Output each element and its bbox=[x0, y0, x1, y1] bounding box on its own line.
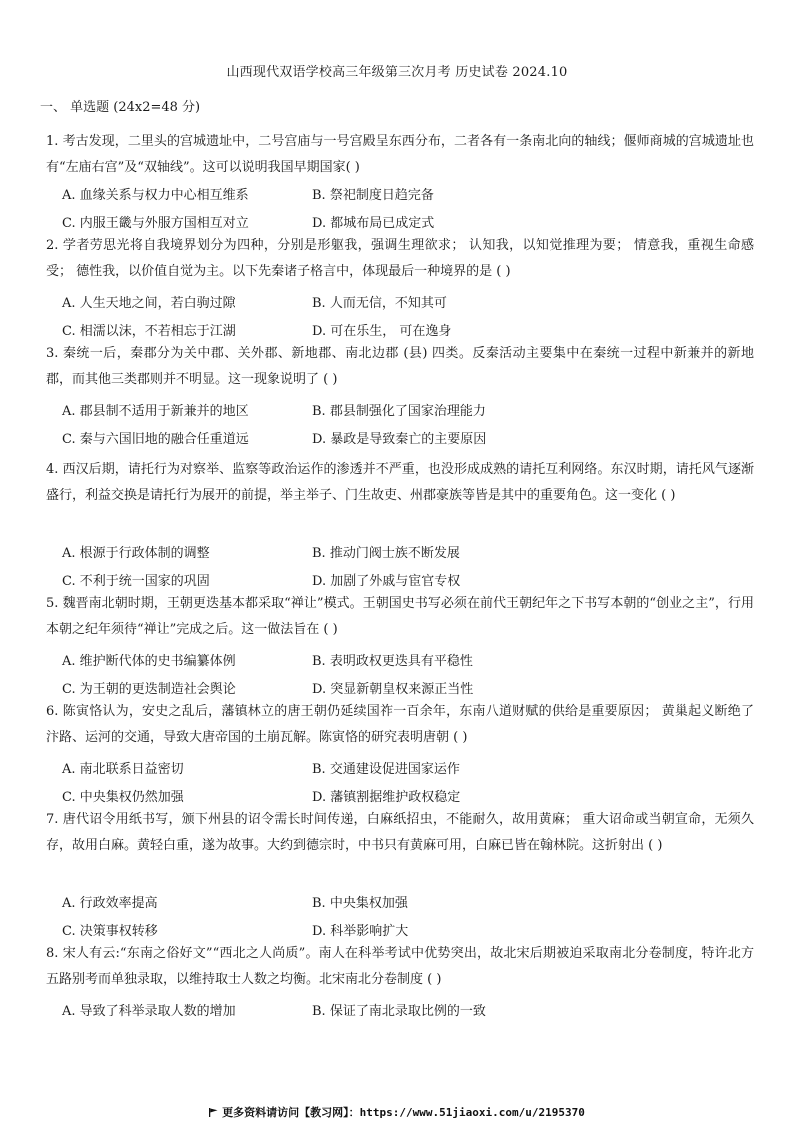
question-2-option-b[interactable]: B. 人而无信，不知其可 bbox=[312, 296, 447, 311]
question-7-option-d[interactable]: D. 科举影响扩大 bbox=[312, 924, 409, 939]
question-3-option-c[interactable]: C. 秦与六国旧地的融合任重道远 bbox=[62, 432, 249, 447]
question-7-option-b[interactable]: B. 中央集权加强 bbox=[312, 896, 408, 911]
footer-link-text[interactable]: 更多资料请访问【教习网】：https://www.51jiaoxi.com/u/2195370 bbox=[222, 1106, 585, 1119]
question-7-option-c[interactable]: C. 决策事权转移 bbox=[62, 924, 158, 939]
question-6-option-d[interactable]: D. 藩镇割据维护政权稳定 bbox=[312, 790, 461, 805]
question-5-option-a[interactable]: A. 维护断代体的史书编纂体例 bbox=[62, 654, 236, 669]
question-3-option-a[interactable]: A. 郡县制不适用于新兼并的地区 bbox=[62, 404, 249, 419]
question-3-option-b[interactable]: B. 郡县制强化了国家治理能力 bbox=[312, 404, 486, 419]
question-2-option-c[interactable]: C. 相濡以沫，不若相忘于江湖 bbox=[62, 324, 236, 339]
question-1-stem: 1. 考古发现，二里头的宫城遗址中，二号宫庙与一号宫殿呈东西分布，二者各有一条南北向的轴线；偃师商城的宫城遗址也有“左庙右宫”及“双轴线”。这可以说明我国早期国家( ) bbox=[46, 134, 754, 175]
question-1-option-a[interactable]: A. 血缘关系与权力中心相互维系 bbox=[62, 188, 249, 203]
question-4-option-d[interactable]: D. 加剧了外戚与宦官专权 bbox=[312, 574, 461, 589]
question-4-stem: 4. 西汉后期，请托行为对察举、监察等政治运作的渗透并不严重，也没形成成熟的请托互利网络。东汉时期，请托风气逐渐盛行，利益交换是请托行为展开的前提，举主举子、门生故吏、州郡豪族等皆是其中的重要角色。这一变化 ( ) bbox=[46, 462, 754, 503]
question-4-option-b[interactable]: B. 推动门阀士族不断发展 bbox=[312, 546, 460, 561]
question-7-option-a[interactable]: A. 行政效率提高 bbox=[62, 896, 158, 911]
question-5-option-d[interactable]: D. 突显新朝皇权来源正当性 bbox=[312, 682, 474, 697]
question-5-option-c[interactable]: C. 为王朝的更迭制造社会舆论 bbox=[62, 682, 236, 697]
question-6-option-b[interactable]: B. 交通建设促进国家运作 bbox=[312, 762, 460, 777]
section-heading: 一、 单选题 (24x2=48 分) bbox=[40, 100, 201, 115]
question-8-option-a[interactable]: A. 导致了科举录取人数的增加 bbox=[62, 1004, 236, 1019]
question-6-option-c[interactable]: C. 中央集权仍然加强 bbox=[62, 790, 184, 805]
question-8-stem: 8. 宋人有云:“东南之俗好文”“西北之人尚质”。南人在科举考试中优势突出，故北宋后期被迫采取南北分卷制度，特许北方五路别考而单独录取，以维持取士人数之均衡。北宋南北分卷制度 ( ) bbox=[46, 946, 754, 987]
question-4-option-a[interactable]: A. 根源于行政体制的调整 bbox=[62, 546, 210, 561]
flag-icon bbox=[209, 1108, 218, 1117]
question-5-option-b[interactable]: B. 表明政权更迭具有平稳性 bbox=[312, 654, 473, 669]
question-2-option-a[interactable]: A. 人生天地之间，若白驹过隙 bbox=[62, 296, 236, 311]
question-3-option-d[interactable]: D. 暴政是导致秦亡的主要原因 bbox=[312, 432, 487, 447]
question-2-stem: 2. 学者劳思光将自我境界划分为四种，分别是形躯我，强调生理欲求； 认知我，以知觉推理为要； 情意我，重视生命感受； 德性我，以价值自觉为主。以下先秦诸子格言中，体现最后一种境界的是 ( ) bbox=[46, 238, 754, 279]
question-5-stem: 5. 魏晋南北朝时期，王朝更迭基本都采取“禅让”模式。王朝国史书写必须在前代王朝纪年之下书写本朝的“创业之主”，行用本朝之纪年须待“禅让”完成之后。这一做法旨在 ( ) bbox=[46, 596, 754, 637]
page-title: 山西现代双语学校高三年级第三次月考 历史试卷 2024.10 bbox=[226, 65, 568, 80]
question-6-option-a[interactable]: A. 南北联系日益密切 bbox=[62, 762, 184, 777]
question-1-option-d[interactable]: D. 都城布局已成定式 bbox=[312, 216, 435, 231]
question-1-option-b[interactable]: B. 祭祀制度日趋完备 bbox=[312, 188, 434, 203]
question-2-option-d[interactable]: D. 可在乐生， 可在逸身 bbox=[312, 324, 452, 339]
question-6-stem: 6. 陈寅恪认为，安史之乱后，藩镇林立的唐王朝仍延续国祚一百余年，东南八道财赋的供给是重要原因； 黄巢起义断绝了汴路、运河的交通，导致大唐帝国的土崩瓦解。陈寅恪的研究表明唐朝 ( ) bbox=[46, 704, 754, 745]
question-7-stem: 7. 唐代诏令用纸书写，颁下州县的诏令需长时间传递，白麻纸招虫，不能耐久，故用黄麻； 重大诏命或当朝宣命，无须久存，故用白麻。黄轻白重，遂为故事。大约到德宗时，中书只有黄麻可用，白麻已皆在翰林院。这折射出 ( ) bbox=[46, 812, 754, 853]
question-3-stem: 3. 秦统一后，秦郡分为关中郡、关外郡、新地郡、南北边郡 (县) 四类。反秦活动主要集中在秦统一过程中新兼并的新地郡，而其他三类郡则并不明显。这一现象说明了 ( ) bbox=[46, 346, 754, 387]
question-1-option-c[interactable]: C. 内服王畿与外服方国相互对立 bbox=[62, 216, 249, 231]
question-8-option-b[interactable]: B. 保证了南北录取比例的一致 bbox=[312, 1004, 486, 1019]
question-4-option-c[interactable]: C. 不利于统一国家的巩固 bbox=[62, 574, 210, 589]
footer[interactable] bbox=[0, 1104, 794, 1120]
